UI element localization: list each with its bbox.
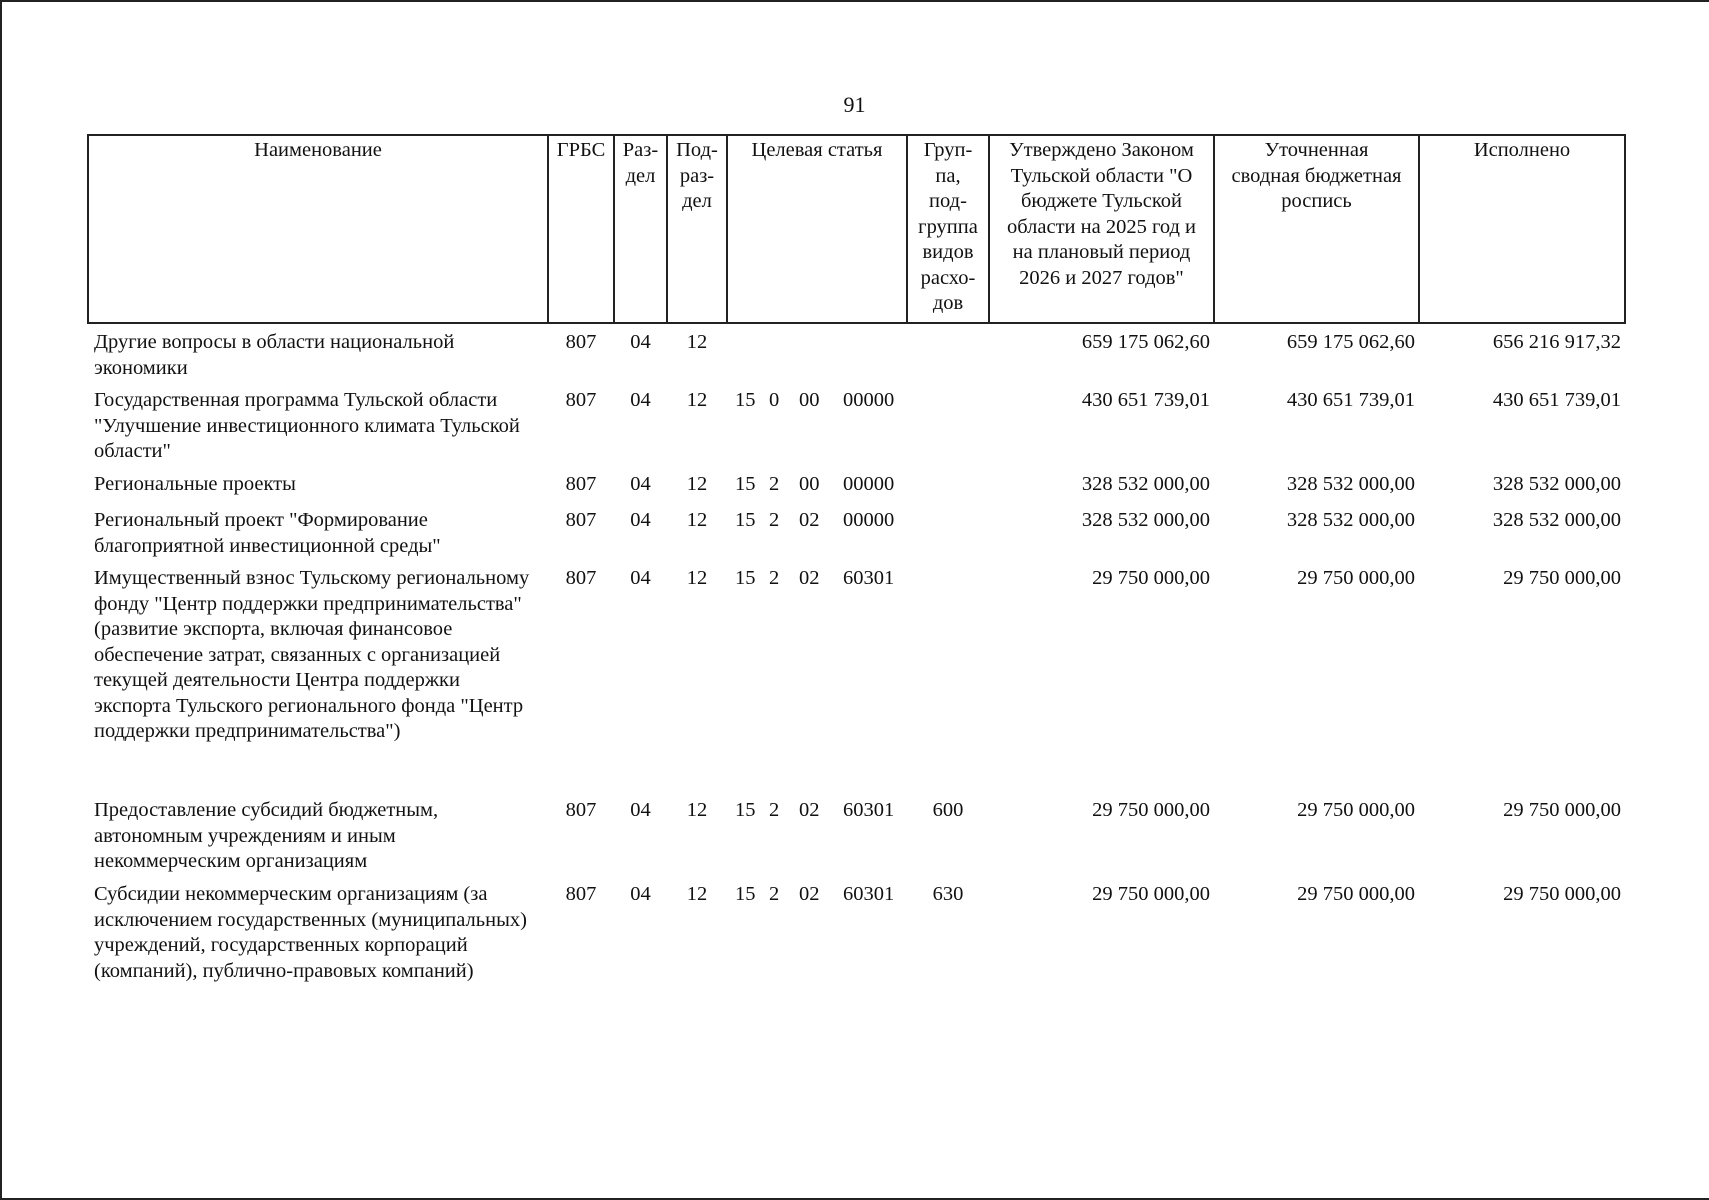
target-direction: 00000 (843, 473, 895, 495)
budget-table-container (87, 134, 1626, 1012)
table-row (88, 388, 1625, 472)
cell-grbs: 807 (565, 389, 597, 411)
cell-group (907, 323, 989, 388)
target-program: 15 (735, 883, 756, 905)
cell-refined: 328 532 000,00 (1286, 509, 1415, 531)
cell-approved: 29 750 000,00 (1092, 883, 1210, 905)
header-podrazdel (667, 135, 727, 323)
header-done (1419, 135, 1625, 323)
cell-razdel: 04 (630, 509, 651, 531)
target-event: 02 (799, 567, 820, 589)
cell-name: Субсидии некоммерческим организациям (за исключением государственных (муниципальных) учреждений, государственных корпораций (компаний), публично-правовых компаний) (94, 883, 527, 982)
cell-approved: 659 175 062,60 (1081, 331, 1210, 353)
cell-name: Имущественный взнос Тульскому региональному фонду "Центр поддержки предпринимательства" (развитие экспорта, включая финансовое обеспечение затрат, связанных с организацией текущей деятельности Центра поддержки экспорта Тульского регионального фонда "Центр поддержки предпринимательства") (94, 567, 530, 742)
header-name-label: Наименование (254, 139, 382, 161)
header-done-label: Исполнено (1473, 139, 1571, 161)
cell-grbs: 807 (565, 509, 597, 531)
header-group (907, 135, 989, 323)
cell-refined: 29 750 000,00 (1297, 799, 1415, 821)
cell-approved: 29 750 000,00 (1092, 799, 1210, 821)
cell-done: 29 750 000,00 (1503, 567, 1621, 589)
header-group-label: Груп- па, под- группа видов расхо- дов (918, 139, 978, 314)
cell-group (907, 508, 989, 566)
header-podrazdel-label: Под- раз- дел (676, 139, 718, 212)
table-row (88, 566, 1625, 798)
target-subprogram: 2 (769, 799, 780, 821)
cell-done: 29 750 000,00 (1503, 799, 1621, 821)
cell-name: Региональный проект "Формирование благоприятной инвестиционной среды" (94, 509, 441, 557)
cell-target (727, 508, 907, 566)
cell-podrazdel: 12 (686, 883, 708, 905)
target-program: 15 (735, 473, 756, 495)
cell-approved: 328 532 000,00 (1081, 473, 1210, 495)
cell-podrazdel: 12 (686, 473, 708, 495)
target-program: 15 (735, 567, 756, 589)
header-approved (989, 135, 1214, 323)
target-event: 02 (799, 883, 820, 905)
table-row (88, 323, 1625, 388)
header-refined-label: Уточненная сводная бюджетная роспись (1231, 139, 1402, 212)
cell-razdel: 04 (630, 473, 651, 495)
target-subprogram: 0 (769, 389, 780, 411)
cell-podrazdel: 12 (686, 331, 708, 353)
cell-name: Предоставление субсидий бюджетным, автономным учреждениям и иным некоммерческим организациям (94, 799, 439, 872)
cell-razdel: 04 (630, 883, 651, 905)
cell-refined: 430 651 739,01 (1286, 389, 1415, 411)
page-edge-top (0, 0, 1709, 2)
table-row (88, 882, 1625, 1012)
cell-refined: 29 750 000,00 (1297, 567, 1415, 589)
cell-approved: 328 532 000,00 (1081, 509, 1210, 531)
cell-podrazdel: 12 (686, 389, 708, 411)
cell-razdel: 04 (630, 567, 651, 589)
target-program: 15 (735, 799, 756, 821)
target-subprogram: 2 (769, 567, 780, 589)
cell-target (727, 882, 907, 1012)
cell-target (727, 323, 907, 388)
header-approved-label: Утверждено Законом Тульской области "О бюджете Тульской области на 2025 год и на плановый период 2026 и 2027 годов" (1006, 139, 1197, 289)
cell-grbs: 807 (565, 883, 597, 905)
cell-grbs: 807 (565, 473, 597, 495)
target-direction: 60301 (843, 883, 895, 905)
cell-razdel: 04 (630, 389, 651, 411)
cell-done: 29 750 000,00 (1503, 883, 1621, 905)
cell-podrazdel: 12 (686, 567, 708, 589)
cell-group: 630 (932, 883, 964, 905)
header-grbs (548, 135, 614, 323)
budget-table (87, 134, 1626, 1012)
table-body (88, 323, 1625, 1012)
cell-group (907, 566, 989, 798)
header-razdel-label: Раз- дел (622, 139, 659, 187)
cell-grbs: 807 (565, 567, 597, 589)
header-target-label: Целевая статья (751, 139, 883, 161)
target-direction: 60301 (843, 799, 895, 821)
header-razdel (614, 135, 667, 323)
header-name (88, 135, 548, 323)
target-direction: 00000 (843, 389, 895, 411)
cell-name: Региональные проекты (94, 473, 296, 495)
target-subprogram: 2 (769, 473, 780, 495)
target-subprogram: 2 (769, 509, 780, 531)
cell-done: 656 216 917,32 (1492, 331, 1621, 353)
table-row (88, 508, 1625, 566)
cell-razdel: 04 (630, 331, 651, 353)
cell-approved: 430 651 739,01 (1081, 389, 1210, 411)
page-number: 91 (843, 92, 866, 117)
cell-razdel: 04 (630, 799, 651, 821)
cell-name: Другие вопросы в области национальной экономики (94, 331, 455, 379)
cell-refined: 659 175 062,60 (1286, 331, 1415, 353)
table-header (88, 135, 1625, 323)
target-direction: 60301 (843, 567, 895, 589)
cell-grbs: 807 (565, 331, 597, 353)
header-grbs-label: ГРБС (556, 139, 606, 161)
target-program: 15 (735, 509, 756, 531)
cell-approved: 29 750 000,00 (1092, 567, 1210, 589)
target-subprogram: 2 (769, 883, 780, 905)
target-event: 00 (799, 389, 820, 411)
cell-grbs: 807 (565, 799, 597, 821)
cell-podrazdel: 12 (686, 799, 708, 821)
cell-name: Государственная программа Тульской области "Улучшение инвестиционного климата Тульской области" (94, 389, 520, 462)
header-refined (1214, 135, 1419, 323)
table-row (88, 798, 1625, 882)
cell-target (727, 472, 907, 508)
cell-group (907, 388, 989, 472)
cell-done: 328 532 000,00 (1492, 509, 1621, 531)
cell-group: 600 (932, 799, 964, 821)
cell-group (907, 472, 989, 508)
cell-target (727, 566, 907, 798)
cell-refined: 328 532 000,00 (1286, 473, 1415, 495)
cell-done: 430 651 739,01 (1492, 389, 1621, 411)
target-event: 02 (799, 799, 820, 821)
table-row (88, 472, 1625, 508)
cell-podrazdel: 12 (686, 509, 708, 531)
target-program: 15 (735, 389, 756, 411)
page-edge-left (0, 0, 2, 1200)
header-target (727, 135, 907, 323)
cell-target (727, 798, 907, 882)
cell-target (727, 388, 907, 472)
target-direction: 00000 (843, 509, 895, 531)
target-event: 02 (799, 509, 820, 531)
target-event: 00 (799, 473, 820, 495)
cell-done: 328 532 000,00 (1492, 473, 1621, 495)
cell-refined: 29 750 000,00 (1297, 883, 1415, 905)
